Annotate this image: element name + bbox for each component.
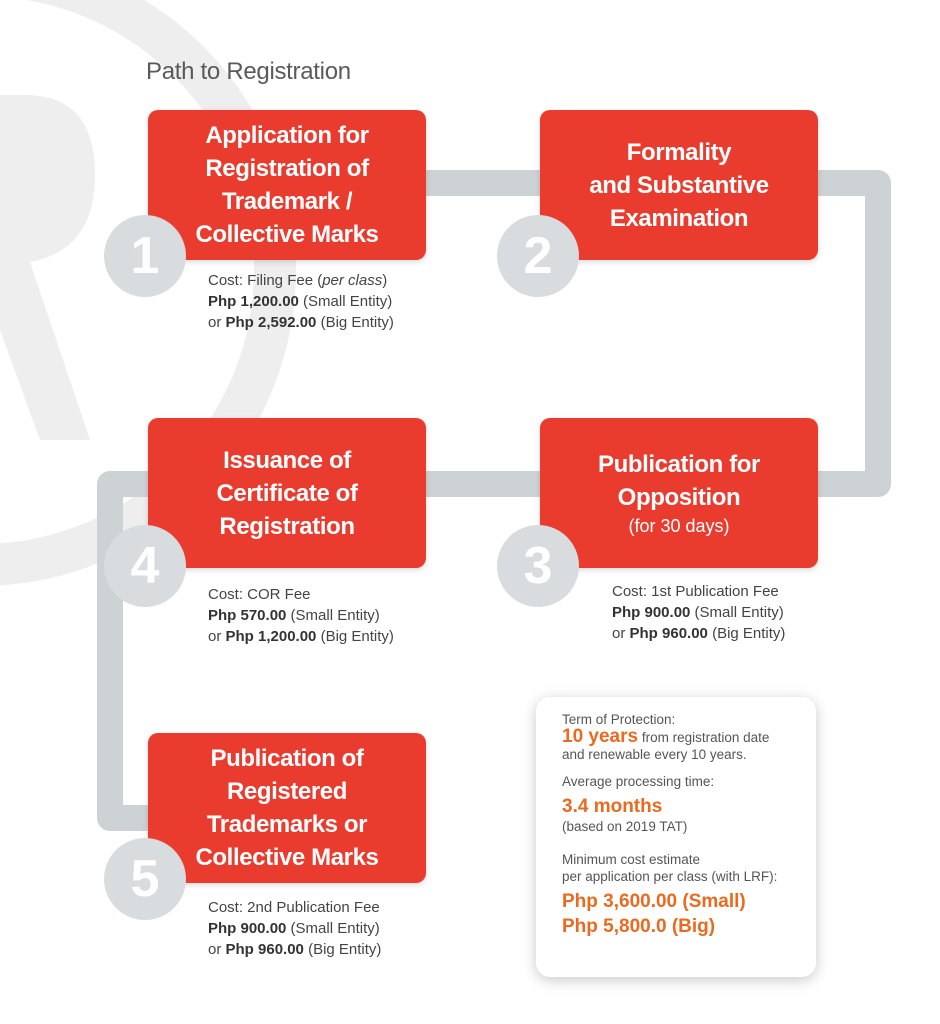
min-small: Php 3,600.00 (Small) [562,891,746,912]
step-1-cost [208,270,394,333]
term-line-2: and renewable every 10 years. [562,747,747,762]
step-2-box [540,110,818,260]
big-entity-note: (Big Entity) [303,941,382,958]
cost-label: Cost: Filing Fee ( [208,272,323,289]
small-entity-note: (Small Entity) [286,607,380,624]
min-big: Php 5,800.0 (Big) [562,916,716,937]
avg-value: 3.4 months [562,796,663,817]
step-5-number: 5 [104,838,186,920]
small-entity-note: (Small Entity) [298,293,393,310]
step-1-line: Application for [205,122,369,149]
cost-label: Cost: COR Fee [208,586,311,603]
big-entity-amount: Php 1,200.00 [225,628,317,645]
avg-label: Average processing time: [562,774,715,789]
cost-label-end: ) [382,272,388,289]
small-entity-amount: Php 900.00 [208,920,287,937]
step-2-line: and Substantive [589,171,769,199]
big-entity-amount: Php 960.00 [629,625,708,642]
step-4-box [148,418,426,568]
small-entity-note: (Small Entity) [286,920,380,937]
big-entity-prefix: or [208,941,226,958]
min-label-2: per application per class (with LRF): [562,869,778,884]
step-1-box [148,110,426,260]
cost-label-italic: per class [322,272,383,289]
step-2-line: Examination [609,204,749,232]
step-1-line: Registration of [205,155,369,182]
term-label: Term of Protection: [562,712,676,727]
big-entity-prefix: or [612,625,630,642]
step-5-cost [208,897,381,960]
step-4-line: Registration [219,512,355,540]
small-entity-amount: Php 900.00 [612,604,691,621]
big-entity-note: (Big Entity) [316,314,394,331]
step-3-cost [612,581,785,644]
min-label-1: Minimum cost estimate [562,852,701,867]
small-entity-amount: Php 1,200.00 [208,293,299,310]
step-4-line: Certificate of [216,479,358,507]
small-entity-note: (Small Entity) [690,604,784,621]
step-5-line: Publication of [210,745,364,772]
step-3-box [540,418,818,568]
term-rest: from registration date [638,730,770,745]
step-5-box [148,733,426,883]
big-entity-note: (Big Entity) [316,628,394,645]
small-entity-amount: Php 570.00 [208,607,287,624]
step-3-subtitle: (for 30 days) [628,516,730,536]
big-entity-amount: Php 2,592.00 [225,314,317,331]
step-1-line: Trademark / [221,188,353,215]
step-2-number: 2 [497,215,579,297]
step-5-line: Registered [226,778,348,805]
step-5-line: Trademarks or [206,811,368,838]
step-3-line: Opposition [617,484,741,511]
avg-note: (based on 2019 TAT) [562,819,688,834]
big-entity-note: (Big Entity) [707,625,786,642]
step-5-line: Collective Marks [195,844,379,871]
registered-letter-watermark [0,95,95,440]
big-entity-prefix: or [208,314,226,331]
step-1-line: Collective Marks [195,221,379,248]
big-entity-prefix: or [208,628,226,645]
step-3-line: Publication for [597,451,760,478]
summary-info-box [536,697,816,977]
step-4-cost [208,584,394,647]
page-title: Path to Registration [146,58,351,85]
term-value: 10 years [562,726,639,747]
step-3-number: 3 [497,525,579,607]
step-2-line: Formality [626,138,732,166]
cost-label: Cost: 2nd Publication Fee [208,899,380,916]
step-4-number: 4 [104,525,186,607]
cost-label: Cost: 1st Publication Fee [612,583,779,600]
step-1-number: 1 [104,215,186,297]
step-4-line: Issuance of [223,446,351,474]
big-entity-amount: Php 960.00 [225,941,304,958]
